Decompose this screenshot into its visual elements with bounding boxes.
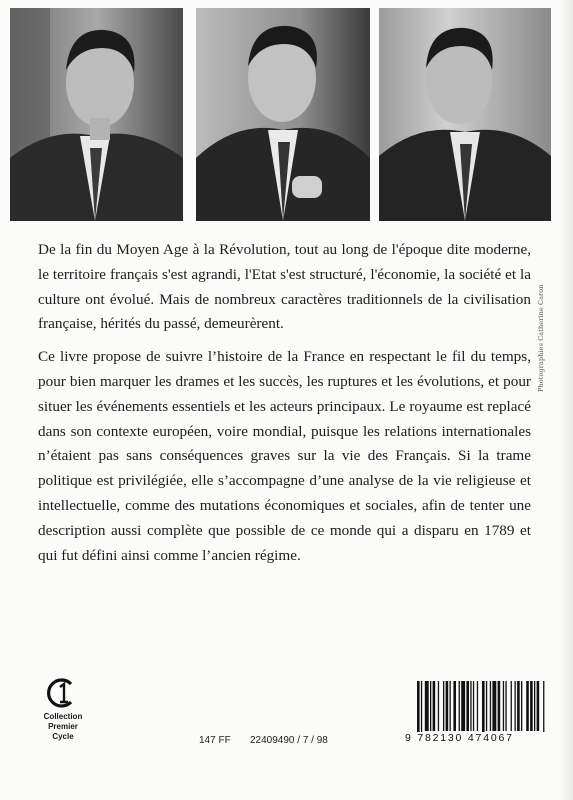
barcode-bar [461, 681, 465, 731]
cover-description [38, 238, 531, 576]
collection-line-3: Cycle [52, 732, 74, 741]
barcode-bar [446, 681, 449, 731]
barcode-bar [417, 681, 420, 737]
author-photo-strip [10, 8, 562, 221]
barcode-bar [498, 681, 501, 731]
barcode-bar [526, 681, 529, 731]
collection-premier-cycle-logo-icon [45, 676, 79, 710]
barcode-bar [470, 681, 471, 731]
description-paragraph-2: Ce livre propose de suivre l’histoire de la France en respectant le fil du temps, pour bien marquer les drames et les succès, les ruptures et les évolutions, et pour situer les événements essentiels et les acteurs principaux. Le royaume est replacé dans son contexte européen, voire mondial, puisque les relations internationales n’étaient pas sans conséquences graves sur la vie des Français. Si la trame politique est privilégiée, elle s’accompagne d’une analyse de la vie religieuse et intellectuelle, comme des mutations économiques et sociales, afin de tenter une description aussi complète que possible de ce monde qui a disparu en 1789 et qui fut défini ainsi comme l’ancien régime. [38, 348, 531, 564]
barcode-bar [459, 681, 460, 731]
collection-name [40, 712, 86, 742]
barcode-bar [425, 681, 429, 731]
reference-number: 22409490 / 7 / 98 [250, 735, 328, 746]
barcode-bar [521, 681, 522, 731]
collection-line-2: Premier [48, 722, 78, 731]
barcode-bar [543, 681, 544, 737]
author-photo-3 [379, 8, 551, 221]
isbn-digits: 9 782130 474067 [405, 732, 555, 744]
author-photo-1 [10, 8, 183, 221]
barcode-bar [450, 681, 451, 731]
description-paragraph-1: De la fin du Moyen Age à la Révolution, tout au long de l'époque dite moderne, le territoire français s'est agrandi, l'Etat s'est structuré, l'économie, la société et la culture ont évolué. Mais de nombreux caractères traditionnels de la civilisation française, hérités du passé, demeurèrent. [38, 241, 531, 333]
barcode-bar [490, 681, 491, 731]
barcode-bar [430, 681, 431, 731]
author-photo-2 [196, 8, 370, 221]
barcode-bar [477, 681, 478, 731]
barcode-bar [503, 681, 504, 731]
barcode-bar [517, 681, 520, 731]
barcode-bar [443, 681, 444, 731]
barcode-bar [515, 681, 516, 731]
barcode-bar [486, 681, 487, 731]
barcode-bar [438, 681, 439, 731]
photo-credit: Photographies Catherine Caron [537, 284, 545, 392]
barcode-bar [421, 681, 422, 737]
barcode-bar [453, 681, 456, 731]
barcode-bar [492, 681, 496, 731]
barcode-bar [534, 681, 535, 731]
barcode-bar [482, 681, 485, 737]
collection-line-1: Collection [43, 712, 83, 721]
price-label: 147 FF [199, 735, 231, 746]
barcode-bar [473, 681, 474, 731]
barcode-bar [511, 681, 512, 731]
collection-logo [40, 676, 90, 742]
barcode-bar [466, 681, 469, 731]
page-edge-shadow [559, 0, 573, 800]
barcode-bar [537, 681, 540, 731]
barcode-bar [433, 681, 436, 731]
barcode-bar [530, 681, 533, 731]
barcode-bar [505, 681, 506, 731]
